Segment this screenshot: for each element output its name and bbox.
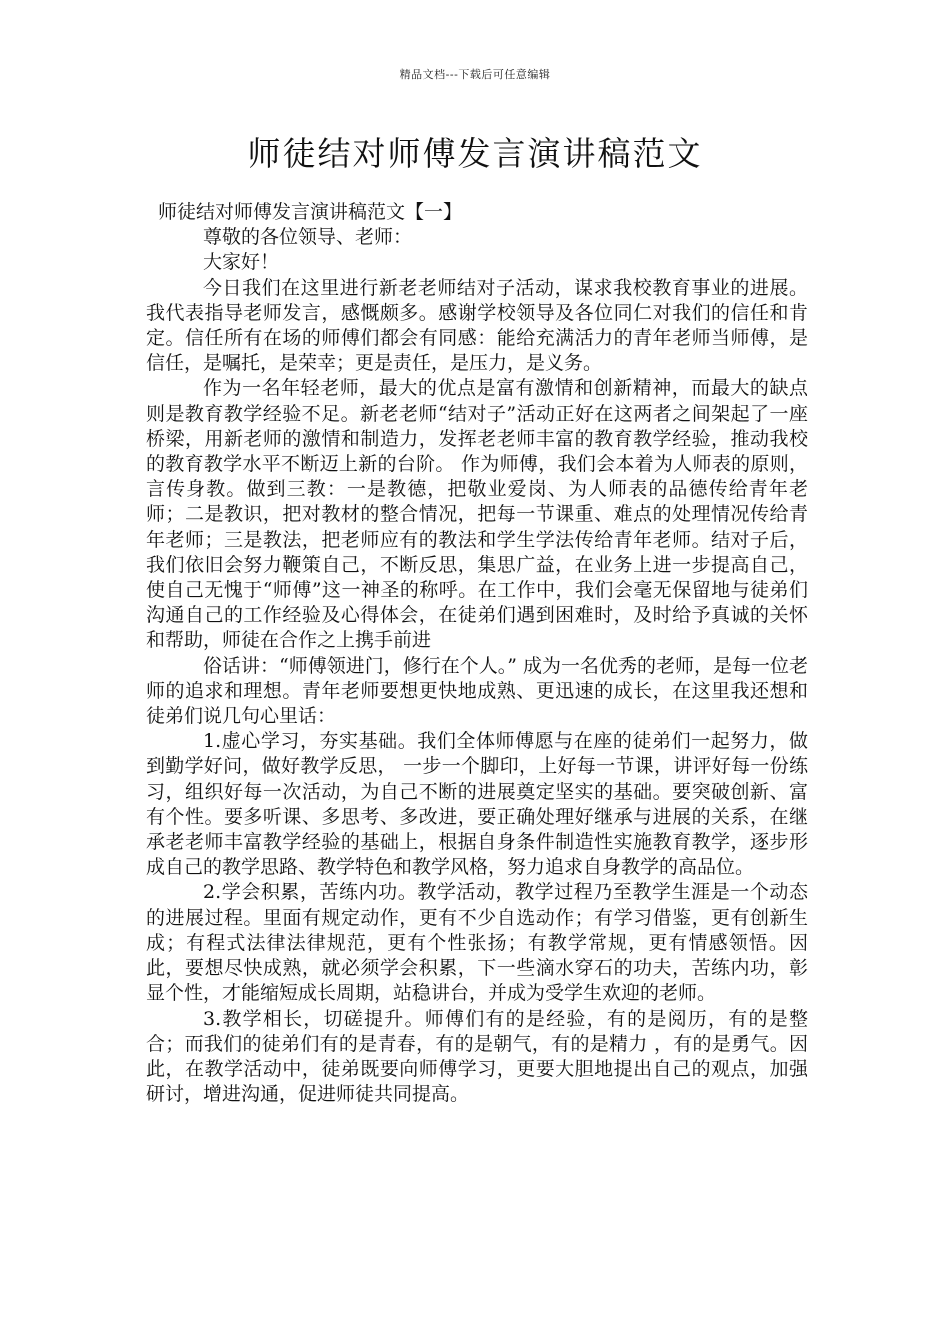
salutation: 尊敬的各位领导、老师： <box>203 226 413 249</box>
paragraph-intro: 今日我们在这里进行新老老师结对子活动，谋求我校教育事业的进展。我代表指导老师发言，感慨颇多。感谢学校领导及各位同仁对我们的信任和肯定。信任所有在场的师傅们都会有同感：能给充满活力的青年老师当师傅，是信任，是嘱托，是荣幸；更是责任，是压力，是义务。 <box>146 276 808 375</box>
header-note: 精品文档---下载后可任意编辑 <box>399 68 551 81</box>
paragraph-saying: 俗话讲：“师傅领进门，修行在个人。” 成为一名优秀的老师，是每一位老师的追求和理想。青年老师要想更快地成熟、更迅速的成长，在这里我还想和徒弟们说几句心里话： <box>146 654 808 728</box>
greeting: 大家好！ <box>203 251 280 274</box>
paragraph-point-1: 1.虚心学习，夯实基础。我们全体师傅愿与在座的徒弟们一起努力，做到勤学好问，做好教学反思， 一步一个脚印，上好每一节课，讲评好每一份练习，组织好每一次活动，为自己不断的进展奠定坚实的基础。要突破创新、富有个性。要多听课、多思考、多改进，要正确处理好继承与进展的关系，在继承老老师丰富教学经验的基础上，根据自身条件制造性实施教育教学，逐步形成自己的教学思路、教学特色和教学风格，努力追求自身教学的高品位。 <box>146 730 808 879</box>
paragraph-point-3: 3.教学相长，切磋提升。师傅们有的是经验，有的是阅历，有的是整合；而我们的徒弟们有的是青春，有的是朝气，有的是精力 ，有的是勇气。因此，在教学活动中，徒弟既要向师傅学习，更要大胆地提出自己的观点，加强研讨，增进沟通，促进师徒共同提高。 <box>146 1007 808 1106</box>
paragraph-young-teacher: 作为一名年轻老师，最大的优点是富有激情和创新精神，而最大的缺点则是教育教学经验不足。新老老师“结对子”活动正好在这两者之间架起了一座桥梁，用新老师的激情和制造力，发挥老老师丰富的教育教学经验，推动我校的教育教学水平不断迈上新的台阶。 作为师傅，我们会本着为人师表的原则，言传身教。做到三教：一是教德，把敬业爱岗、为人师表的品德传给青年老师；二是教识，把对教材的整合情况，把每一节课重、难点的处理情况传给青年老师；三是教法，把老师应有的教法和学生学法传给青年老师。结对子后，我们依旧会努力鞭策自己，不断反思，集思广益，在业务上进一步提高自己，使自己无愧于“师傅”这一神圣的称呼。在工作中，我们会毫无保留地与徒弟们沟通自己的工作经验及心得体会，在徒弟们遇到困难时，及时给予真诚的关怀和帮助，师徒在合作之上携手前进 <box>146 377 808 652</box>
document-body <box>146 200 808 1107</box>
document-title: 师徒结对师傅发言演讲稿范文 <box>247 134 703 173</box>
section-title: 师徒结对师傅发言演讲稿范文【一】 <box>158 201 463 223</box>
paragraph-point-2: 2.学会积累，苦练内功。教学活动，教学过程乃至教学生涯是一个动态的进展过程。里面有规定动作，更有不少自选动作；有学习借鉴，更有创新生成；有程式法律法律规范，更有个性张扬；有教学常规，更有情感领悟。因此，要想尽快成熟，就必须学会积累，下一些滴水穿石的功夫，苦练内功，彰显个性，才能缩短成长周期，站稳讲台，并成为受学生欢迎的老师。 <box>146 881 808 1005</box>
